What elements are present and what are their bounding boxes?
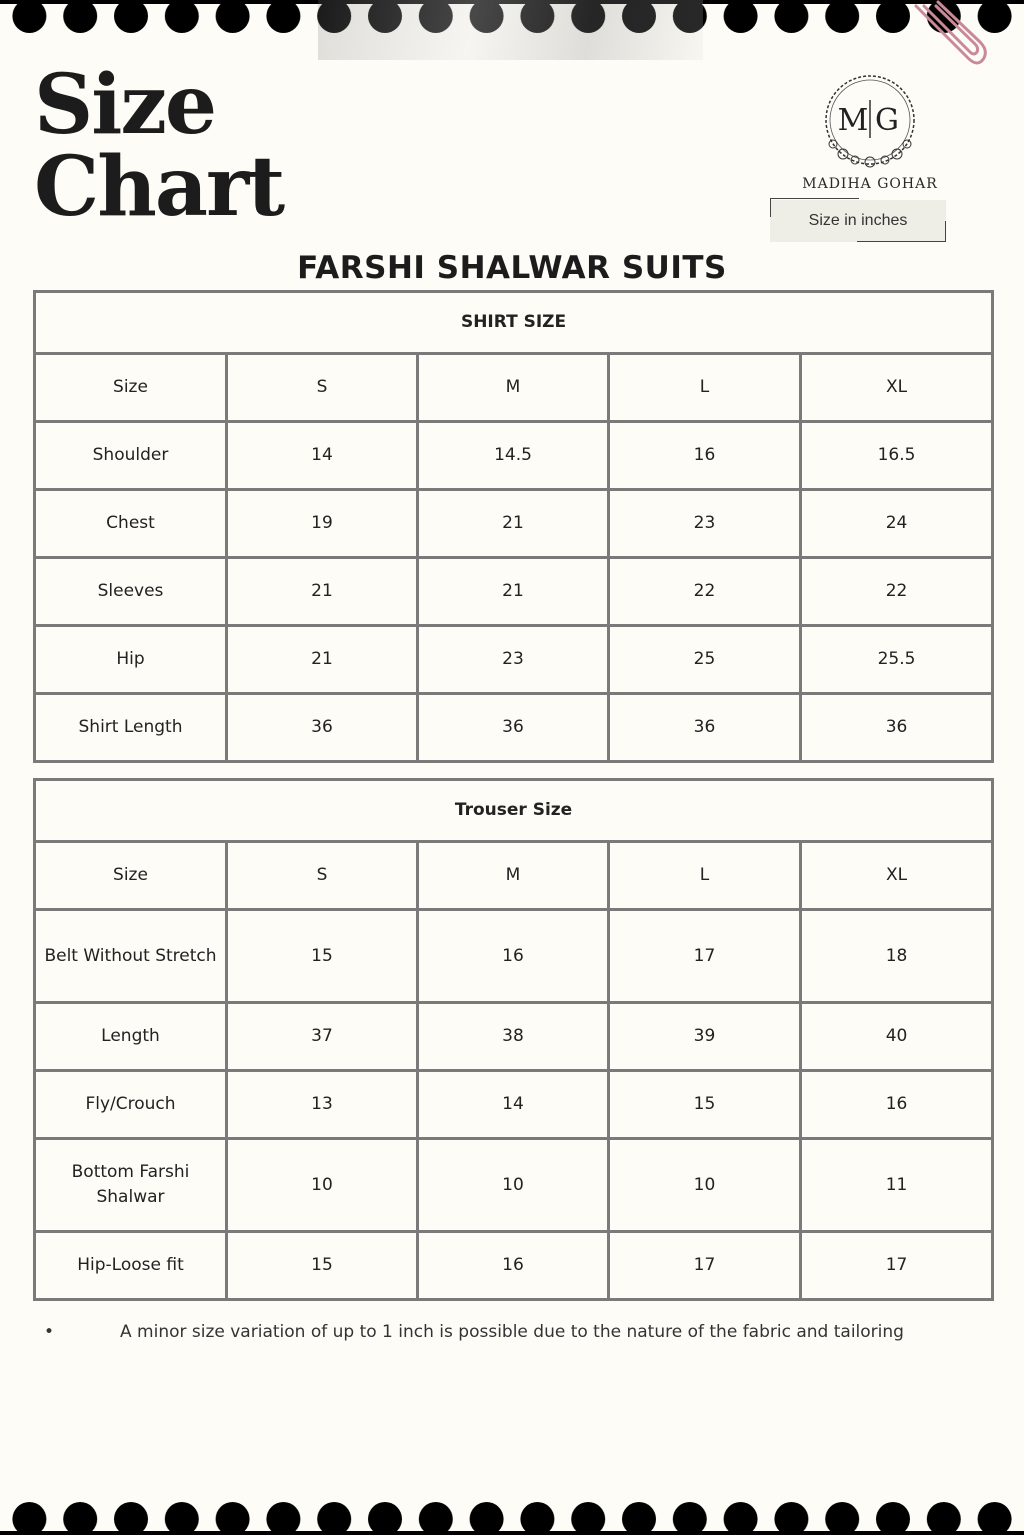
table-cell: 16 [609,422,801,490]
table-cell: 19 [227,490,418,558]
table-cell: 17 [801,1232,993,1300]
tape-decoration [318,0,703,60]
table-cell: 22 [801,558,993,626]
unit-note-text: Size in inches [808,212,908,229]
title-line-2: Chart [34,139,284,235]
table-cell: 21 [418,558,609,626]
table-cell: 38 [418,1003,609,1071]
table-cell: 10 [418,1139,609,1232]
table-row [35,422,993,490]
table-cell: 14 [227,422,418,490]
table-cell: 36 [609,694,801,762]
trouser-size-table [33,778,994,1301]
table-cell: 36 [801,694,993,762]
table-cell: 14 [418,1071,609,1139]
table-cell: 37 [227,1003,418,1071]
header-cell: XL [801,354,993,422]
trouser-table-caption: Trouser Size [35,780,993,842]
unit-note [770,200,946,242]
table-caption-row [35,292,993,354]
table-cell: 16 [418,1232,609,1300]
header-cell: XL [801,842,993,910]
footnote-text: A minor size variation of up to 1 inch is possible due to the nature of the fabric and tailoring [120,1322,904,1342]
header-cell: Size [35,842,227,910]
paperclip-icon [908,0,988,70]
table-cell: 17 [609,1232,801,1300]
table-caption-row [35,780,993,842]
row-label: Shoulder [35,422,227,490]
row-label: Length [35,1003,227,1071]
table-cell: 10 [227,1139,418,1232]
table-cell: 18 [801,910,993,1003]
row-label: Hip-Loose fit [35,1232,227,1300]
table-cell: 21 [227,558,418,626]
brand-logo [800,70,940,192]
table-cell: 15 [227,1232,418,1300]
monogram-letter-m: M [837,103,869,138]
table-cell: 39 [609,1003,801,1071]
table-cell: 22 [609,558,801,626]
table-row [35,558,993,626]
table-cell: 25 [609,626,801,694]
table-cell: 16 [418,910,609,1003]
table-header-row [35,842,993,910]
table-cell: 13 [227,1071,418,1139]
header-cell: Size [35,354,227,422]
header-cell: M [418,354,609,422]
bottom-scallop-border [0,1499,1024,1535]
header-cell: L [609,842,801,910]
table-cell: 10 [609,1139,801,1232]
monogram-letter-g: G [875,103,899,138]
table-row [35,1139,993,1232]
row-label: Hip [35,626,227,694]
header-cell: L [609,354,801,422]
table-cell: 14.5 [418,422,609,490]
table-cell: 24 [801,490,993,558]
table-cell: 36 [227,694,418,762]
table-cell: 17 [609,910,801,1003]
table-cell: 23 [609,490,801,558]
title-line-1: Size [34,57,216,153]
table-header-row [35,354,993,422]
floral-wreath-icon [815,70,925,174]
brand-name: MADIHA GOHAR [802,176,938,192]
table-cell: 25.5 [801,626,993,694]
table-row [35,910,993,1003]
header-cell: S [227,354,418,422]
table-row [35,694,993,762]
table-cell: 16 [801,1071,993,1139]
table-row [35,1003,993,1071]
table-cell: 40 [801,1003,993,1071]
shirt-size-table [33,290,994,763]
table-row [35,626,993,694]
table-cell: 16.5 [801,422,993,490]
table-cell: 15 [609,1071,801,1139]
shirt-table-caption: SHIRT SIZE [35,292,993,354]
table-cell: 23 [418,626,609,694]
table-row [35,1071,993,1139]
row-label: Fly/Crouch [35,1071,227,1139]
row-label: Shirt Length [35,694,227,762]
header-cell: S [227,842,418,910]
bullet-icon: • [44,1322,55,1342]
row-label: Chest [35,490,227,558]
row-label: Belt Without Stretch [35,910,227,1003]
table-row [35,490,993,558]
table-row [35,1232,993,1300]
table-cell: 11 [801,1139,993,1232]
table-cell: 21 [418,490,609,558]
table-cell: 36 [418,694,609,762]
table-cell: 15 [227,910,418,1003]
page-title [34,57,284,235]
header-cell: M [418,842,609,910]
row-label: Sleeves [35,558,227,626]
section-heading: FARSHI SHALWAR SUITS [297,250,727,286]
table-cell: 21 [227,626,418,694]
row-label: Bottom Farshi Shalwar [35,1139,227,1232]
